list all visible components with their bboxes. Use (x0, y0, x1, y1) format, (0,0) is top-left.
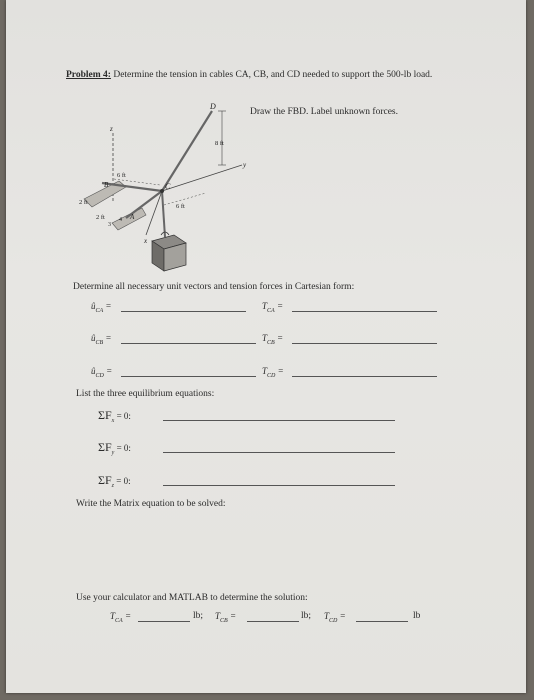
t-cd-answer-line[interactable] (292, 376, 437, 377)
problem-figure (64, 95, 254, 280)
label-d: D (210, 102, 216, 111)
load-block (152, 232, 186, 271)
t-ca-label: $T_{CA}$ = (262, 301, 284, 314)
sol-tcd-answer-line[interactable] (356, 621, 408, 622)
dim-8ft: 8 ft (215, 140, 224, 147)
u-cd-answer-line[interactable] (121, 376, 256, 377)
u-ca-answer-line[interactable] (121, 311, 246, 312)
fbd-instruction: Draw the FBD. Label unknown forces. (250, 107, 399, 117)
dim-2ft-a: 2 ft (79, 199, 88, 206)
t-cb-answer-line[interactable] (292, 343, 437, 344)
dim-3: 3 (108, 222, 111, 228)
sum-fx-label: $\Sigma F_x = 0$: (98, 408, 131, 424)
solution-heading: Use your calculator and MATLAB to determine the solution: (76, 593, 308, 603)
sol-tca-answer-line[interactable] (138, 621, 190, 622)
equilibrium-heading: List the three equilibrium equations: (76, 389, 215, 399)
u-cd-label: $û_{CD}$ = (91, 366, 113, 379)
worksheet-page (6, 0, 526, 693)
sum-fx-answer-line[interactable] (163, 420, 395, 421)
u-ca-label: $û_{CA}$ = (91, 301, 112, 314)
dim-4: 4 (119, 217, 122, 223)
dim-6ft-right: 6 ft (176, 203, 185, 210)
sum-fz-label: $\Sigma F_z = 0$: (98, 473, 131, 489)
problem-text: Determine the tension in cables CA, CB, and CD needed to support the 500-lb load. (113, 70, 433, 80)
support-wall-a (112, 208, 146, 230)
sol-tcd-unit: lb (413, 611, 421, 621)
sol-tcb-answer-line[interactable] (247, 621, 299, 622)
load-cable (162, 191, 165, 237)
label-y: y (243, 161, 247, 169)
u-cb-label: $û_{CB}$ = (91, 333, 112, 346)
sum-fz-answer-line[interactable] (163, 485, 395, 486)
problem-statement (66, 70, 466, 81)
y-axis (162, 165, 242, 191)
label-z: z (110, 125, 113, 133)
label-b: B (104, 181, 109, 189)
t-cb-label: $T_{CB}$ = (262, 333, 284, 346)
sol-tca-unit: lb; (193, 611, 204, 621)
label-a: A (130, 213, 135, 221)
matrix-work-area[interactable] (76, 515, 446, 585)
sol-tcd-label: $T_{CD}$ = (324, 611, 346, 624)
point-c-marker (160, 189, 164, 193)
label-c: C (165, 182, 171, 191)
unit-vectors-heading: Determine all necessary unit vectors and tension forces in Cartesian form: (73, 282, 355, 292)
sum-fy-label: $\Sigma F_y = 0$: (98, 440, 131, 456)
matrix-heading: Write the Matrix equation to be solved: (76, 499, 226, 509)
sol-tca-label: $T_{CA}$ = (110, 611, 132, 624)
u-cb-answer-line[interactable] (121, 343, 256, 344)
cable-cd (162, 111, 212, 191)
sol-tcb-label: $T_{CB}$ = (215, 611, 237, 624)
sol-tcb-unit: lb; (301, 611, 312, 621)
sum-fy-answer-line[interactable] (163, 452, 395, 453)
problem-label: Problem 4: (66, 70, 111, 80)
t-ca-answer-line[interactable] (292, 311, 437, 312)
dim-2ft-b: 2 ft (96, 214, 105, 221)
label-x: x (144, 237, 148, 245)
dim-6ft-left: 6 ft (117, 172, 126, 179)
t-cd-label: $T_{CD}$ = (262, 366, 284, 379)
